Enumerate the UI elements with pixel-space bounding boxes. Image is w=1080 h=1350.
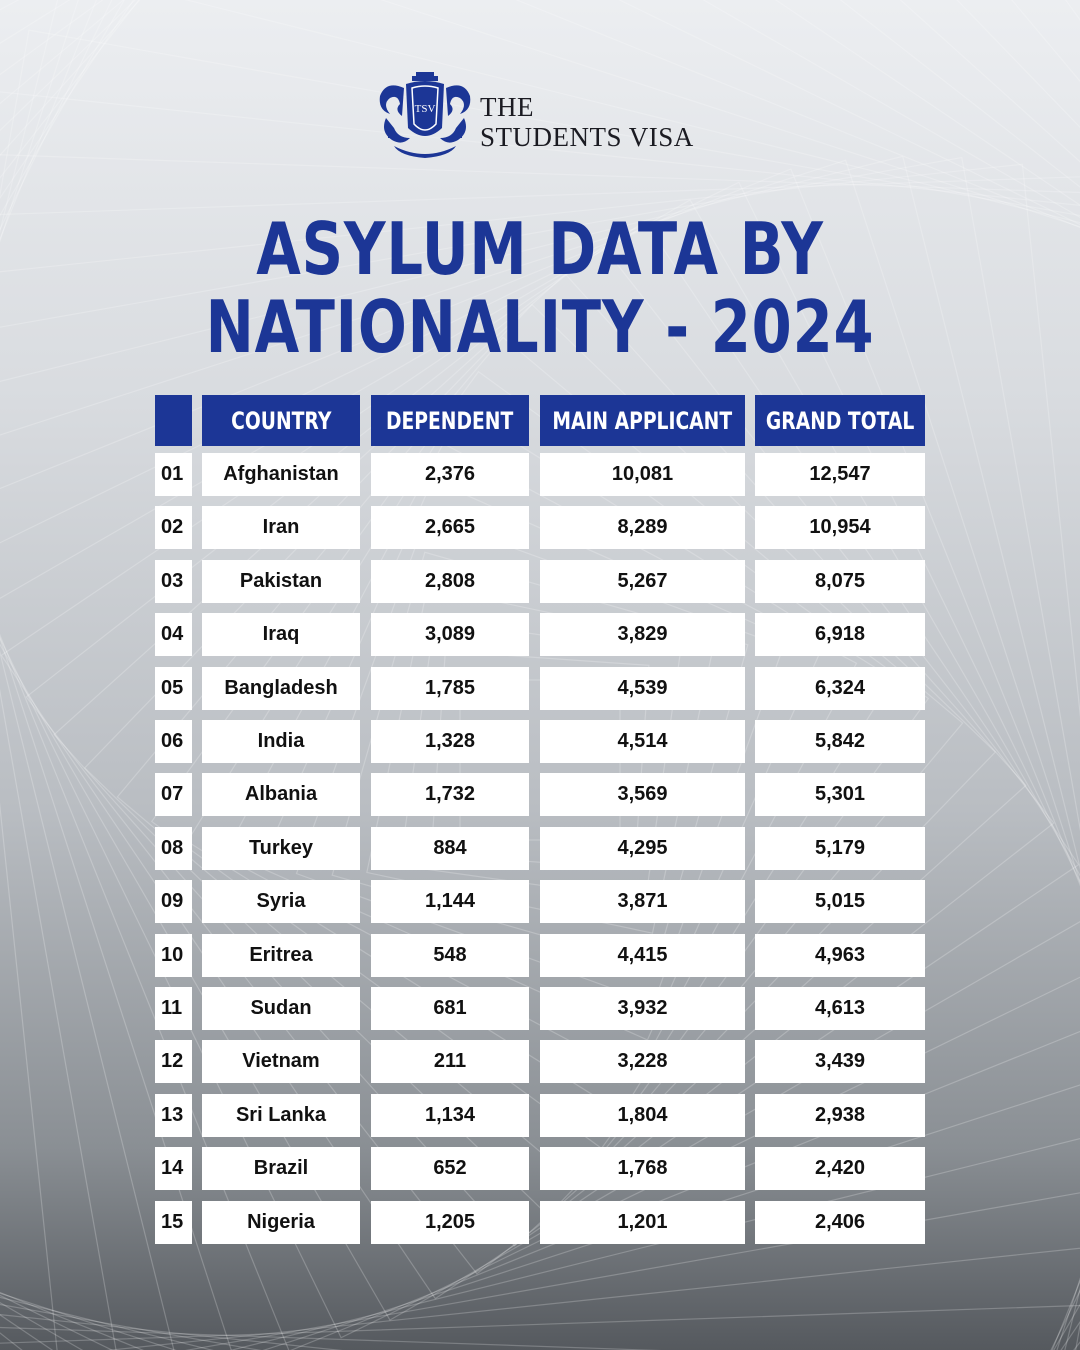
cell-rank: 06: [155, 720, 192, 763]
header-rank: [155, 395, 192, 446]
cell-dependent: 3,089: [371, 613, 529, 656]
cell-grand-total: 2,938: [755, 1094, 925, 1137]
cell-country: Pakistan: [202, 560, 360, 603]
cell-grand-total: 5,179: [755, 827, 925, 870]
cell-dependent: 1,144: [371, 880, 529, 923]
cell-country: Nigeria: [202, 1201, 360, 1244]
cell-rank: 10: [155, 934, 192, 977]
cell-grand-total: 10,954: [755, 506, 925, 549]
cell-grand-total: 4,963: [755, 934, 925, 977]
cell-country: Sri Lanka: [202, 1094, 360, 1137]
cell-main-applicant: 4,295: [540, 827, 745, 870]
cell-rank: 03: [155, 560, 192, 603]
cell-dependent: 1,205: [371, 1201, 529, 1244]
cell-country: Iran: [202, 506, 360, 549]
cell-country: Albania: [202, 773, 360, 816]
cell-grand-total: 6,324: [755, 667, 925, 710]
header-country-label: COUNTRY: [230, 406, 332, 435]
cell-dependent: 211: [371, 1040, 529, 1083]
cell-rank: 11: [155, 987, 192, 1030]
cell-rank: 13: [155, 1094, 192, 1137]
cell-grand-total: 4,613: [755, 987, 925, 1030]
header-main-applicant: [540, 395, 745, 446]
cell-rank: 15: [155, 1201, 192, 1244]
cell-dependent: 2,376: [371, 453, 529, 496]
cell-rank: 02: [155, 506, 192, 549]
cell-main-applicant: 3,569: [540, 773, 745, 816]
header-grand-total-label: GRAND TOTAL: [765, 406, 915, 435]
header-dependent: [371, 395, 529, 446]
cell-rank: 08: [155, 827, 192, 870]
cell-main-applicant: 8,289: [540, 506, 745, 549]
cell-main-applicant: 4,514: [540, 720, 745, 763]
cell-country: Vietnam: [202, 1040, 360, 1083]
cell-rank: 12: [155, 1040, 192, 1083]
title-line1: ASYLUM DATA BY: [256, 207, 824, 291]
cell-main-applicant: 5,267: [540, 560, 745, 603]
cell-grand-total: 3,439: [755, 1040, 925, 1083]
cell-dependent: 2,665: [371, 506, 529, 549]
cell-grand-total: 8,075: [755, 560, 925, 603]
cell-grand-total: 12,547: [755, 453, 925, 496]
brand-name-line1: THE: [480, 92, 534, 122]
header-grand-total: [755, 395, 925, 446]
crest-letters: TSV: [414, 103, 436, 115]
cell-dependent: 652: [371, 1147, 529, 1190]
header-country: [202, 395, 360, 446]
header-main-applicant-label: MAIN APPLICANT: [552, 406, 733, 435]
cell-rank: 14: [155, 1147, 192, 1190]
cell-main-applicant: 1,804: [540, 1094, 745, 1137]
cell-main-applicant: 3,871: [540, 880, 745, 923]
cell-dependent: 681: [371, 987, 529, 1030]
cell-country: Brazil: [202, 1147, 360, 1190]
header-dependent-label: DEPENDENT: [386, 406, 514, 435]
cell-country: Afghanistan: [202, 453, 360, 496]
cell-rank: 01: [155, 453, 192, 496]
title-line2: NATIONALITY - 2024: [205, 285, 875, 369]
cell-rank: 07: [155, 773, 192, 816]
cell-country: Syria: [202, 880, 360, 923]
cell-grand-total: 2,406: [755, 1201, 925, 1244]
cell-country: India: [202, 720, 360, 763]
cell-main-applicant: 10,081: [540, 453, 745, 496]
cell-dependent: 1,328: [371, 720, 529, 763]
cell-main-applicant: 3,228: [540, 1040, 745, 1083]
cell-country: Iraq: [202, 613, 360, 656]
page-title: [108, 207, 972, 369]
cell-main-applicant: 4,539: [540, 667, 745, 710]
cell-grand-total: 5,015: [755, 880, 925, 923]
cell-dependent: 1,134: [371, 1094, 529, 1137]
cell-country: Bangladesh: [202, 667, 360, 710]
cell-grand-total: 5,301: [755, 773, 925, 816]
brand-name-line2: STUDENTS VISA: [480, 122, 694, 152]
crest-logo-icon: [376, 70, 474, 162]
cell-rank: 05: [155, 667, 192, 710]
cell-main-applicant: 3,829: [540, 613, 745, 656]
cell-country: Turkey: [202, 827, 360, 870]
cell-dependent: 884: [371, 827, 529, 870]
cell-country: Sudan: [202, 987, 360, 1030]
cell-dependent: 1,785: [371, 667, 529, 710]
cell-main-applicant: 1,201: [540, 1201, 745, 1244]
cell-grand-total: 2,420: [755, 1147, 925, 1190]
brand-logo: [376, 70, 716, 165]
cell-grand-total: 5,842: [755, 720, 925, 763]
cell-main-applicant: 4,415: [540, 934, 745, 977]
cell-main-applicant: 3,932: [540, 987, 745, 1030]
cell-rank: 04: [155, 613, 192, 656]
cell-grand-total: 6,918: [755, 613, 925, 656]
cell-dependent: 548: [371, 934, 529, 977]
cell-dependent: 2,808: [371, 560, 529, 603]
cell-country: Eritrea: [202, 934, 360, 977]
cell-rank: 09: [155, 880, 192, 923]
cell-main-applicant: 1,768: [540, 1147, 745, 1190]
cell-dependent: 1,732: [371, 773, 529, 816]
